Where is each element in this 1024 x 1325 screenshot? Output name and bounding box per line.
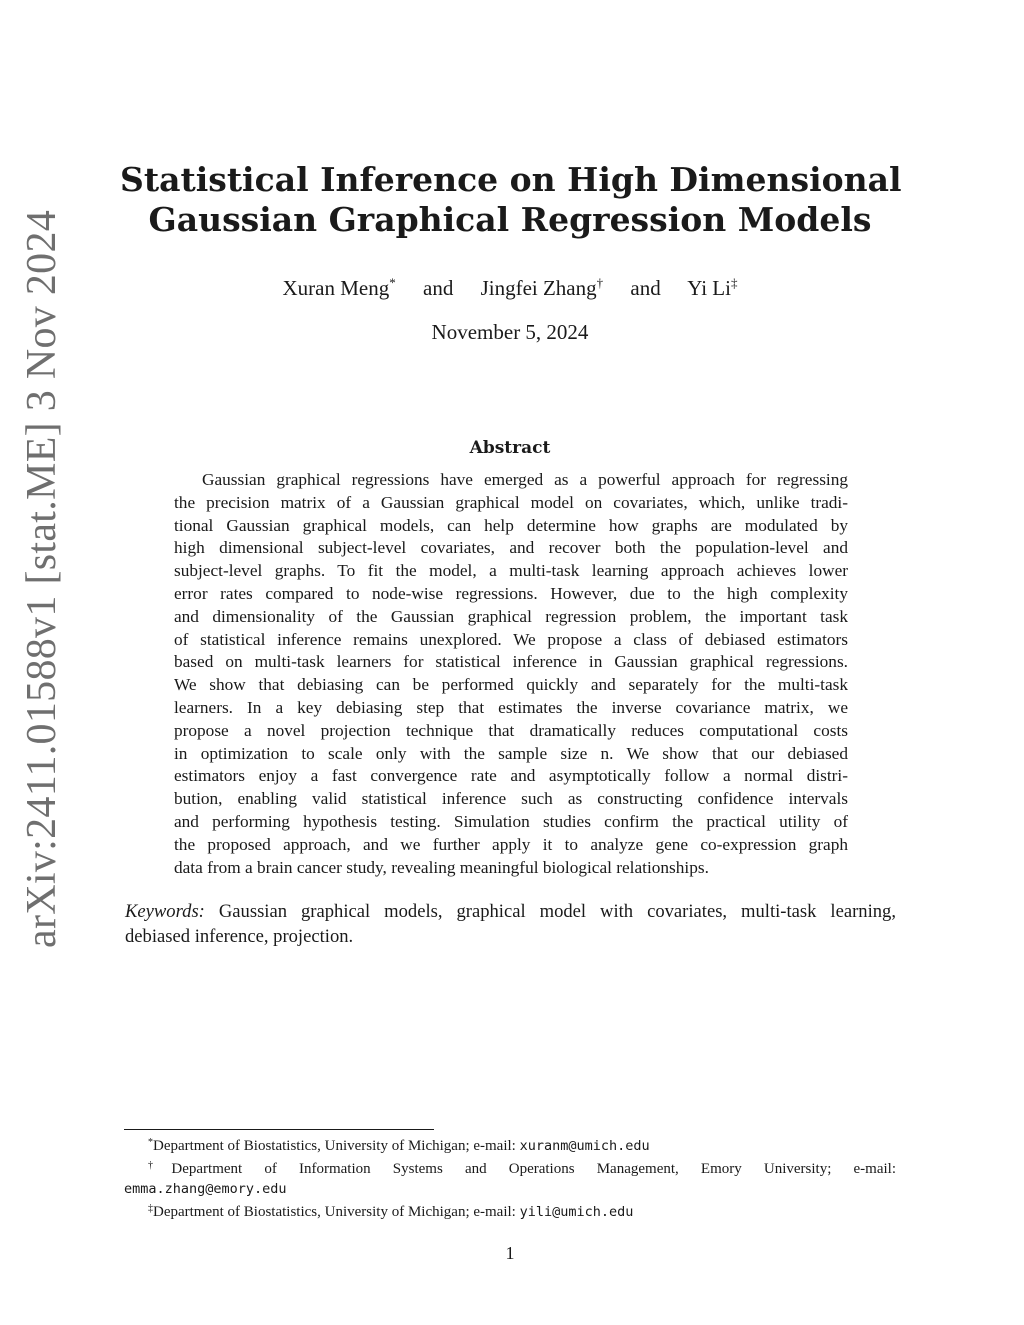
keywords-line-2: debiased inference, projection. [125,926,354,947]
abstract-line: propose a novel projection technique that dramatically reduces computational costs [174,720,848,740]
keywords-label: Keywords: [125,901,205,922]
keywords [125,899,896,949]
footnote-2-continued [124,1179,896,1199]
abstract-line: and dimensionality of the Gaussian graphical regression problem, the important task [174,606,848,626]
footnote-email[interactable]: xuranm@umich.edu [519,1138,650,1154]
author-2: Jingfei Zhang† [480,275,604,300]
abstract-line: learners. In a key debiasing step that estimates the inverse covariance matrix, we [174,697,848,717]
page-number: 1 [505,1243,515,1263]
footnote-1: *Department of Biostatistics, University of Michigan; e-mail: xuranm@umich.edu [148,1137,650,1154]
title-line-2: Gaussian Graphical Regression Models [148,200,872,239]
abstract-line: and performing hypothesis testing. Simulation studies confirm the practical utility of [174,811,848,831]
paper-title [120,160,900,240]
footnote-email[interactable]: emma.zhang@emory.edu [124,1181,287,1197]
footnotes [124,1133,896,1222]
footnote-2: †Department of Information Systems and Operations Management, Emory University; e-mail: [148,1160,897,1177]
abstract-line: error rates compared to node-wise regressions. However, due to the high complexity [174,583,848,603]
author-3: Yi Li‡ [687,275,738,300]
title-line-1: Statistical Inference on High Dimensional [120,160,902,199]
footnote-divider [124,1129,434,1130]
abstract-line: high dimensional subject-level covariates, and recover both the population-level and [174,538,848,558]
abstract-body [174,469,848,879]
abstract-line: the precision matrix of a Gaussian graphical model on covariates, which, unlike tradi- [174,492,848,512]
abstract-line: based on multi-task learners for statistical inference in Gaussian graphical regressions. [174,652,848,672]
abstract-line: bution, enabling valid statistical inference such as constructing confidence intervals [174,789,848,809]
abstract-heading: Abstract [469,438,551,458]
abstract-line: tional Gaussian graphical models, can help determine how graphs are modulated by [174,515,848,535]
abstract-line: We show that debiasing can be performed quickly and separately for the multi-task [174,675,848,695]
author-list [120,268,900,303]
abstract-line: in optimization to scale only with the sample size n. We show that our debiased [174,743,848,763]
author-separator: and [630,276,661,300]
abstract-line: the proposed approach, and we further apply it to analyze gene co-expression graph [174,834,848,854]
keywords-line-1: Keywords: Gaussian graphical models, graphical model with covariates, multi-task learning, [125,901,896,922]
footnote-email[interactable]: yili@umich.edu [519,1204,634,1220]
arxiv-identifier-stamp: arXiv:2411.01588v1 [stat.ME] 3 Nov 2024 [19,209,65,948]
abstract-line: subject-level graphs. To fit the model, a multi-task learning approach achieves lower [174,561,848,581]
author-1: Xuran Meng* [282,275,396,300]
abstract-line: of statistical inference remains unexplored. We propose a class of debiased estimators [174,629,848,649]
abstract-line: data from a brain cancer study, revealing meaningful biological relationships. [174,857,709,877]
author-separator: and [423,276,454,300]
publication-date: November 5, 2024 [431,320,589,344]
footnote-3: ‡Department of Biostatistics, University of Michigan; e-mail: yili@umich.edu [148,1203,634,1220]
abstract-line: Gaussian graphical regressions have emerged as a powerful approach for regressing [202,470,848,489]
abstract-line: estimators enjoy a fast convergence rate and asymptotically follow a normal distri- [174,766,848,786]
